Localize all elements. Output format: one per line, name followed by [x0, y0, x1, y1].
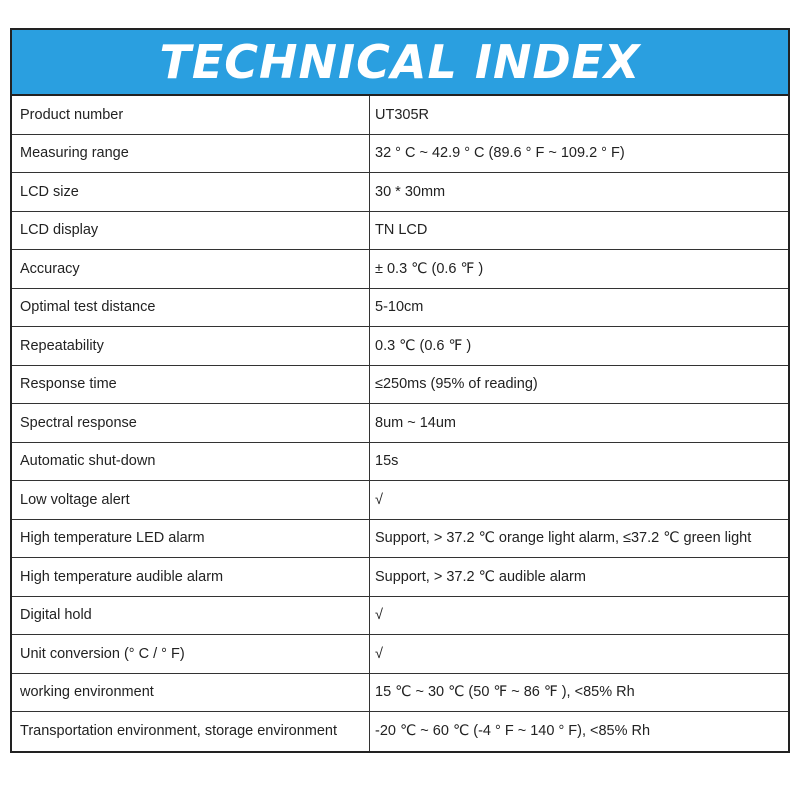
spec-value: 30 * 30mm [375, 183, 446, 200]
spec-label: Low voltage alert [12, 481, 370, 519]
technical-index-table [10, 28, 790, 753]
spec-value: 15 ℃ ~ 30 ℃ (50 ℉ ~ 86 ℉ ), <85% Rh [375, 684, 635, 701]
table-title: TECHNICAL INDEX [159, 35, 641, 89]
table-row [12, 520, 788, 559]
table-row [12, 404, 788, 443]
table-row [12, 558, 788, 597]
table-row [12, 250, 788, 289]
spec-value: Support, > 37.2 ℃ audible alarm [375, 568, 586, 585]
spec-value: 32 ° C ~ 42.9 ° C (89.6 ° F ~ 109.2 ° F) [375, 145, 625, 162]
spec-label: LCD size [12, 173, 370, 211]
spec-value: 15s [375, 453, 399, 470]
table-body [12, 96, 788, 751]
spec-value: 0.3 ℃ (0.6 ℉ ) [375, 337, 472, 354]
table-row [12, 712, 788, 751]
spec-label: Digital hold [12, 597, 370, 635]
table-row [12, 173, 788, 212]
table-row [12, 96, 788, 135]
spec-label: Optimal test distance [12, 289, 370, 327]
spec-value: -20 ℃ ~ 60 ℃ (-4 ° F ~ 140 ° F), <85% Rh [375, 723, 651, 740]
spec-label: working environment [12, 674, 370, 712]
spec-label: High temperature LED alarm [12, 520, 370, 558]
spec-label: LCD display [12, 212, 370, 250]
spec-label: High temperature audible alarm [12, 558, 370, 596]
spec-value: Support, > 37.2 ℃ orange light alarm, ≤37.2 ℃ green light [375, 530, 752, 547]
spec-value: √ [375, 491, 383, 508]
table-row [12, 635, 788, 674]
spec-value: ± 0.3 ℃ (0.6 ℉ ) [375, 260, 484, 277]
spec-value: 8um ~ 14um [375, 414, 457, 431]
spec-label: Transportation environment, storage environment [12, 712, 370, 751]
table-row [12, 135, 788, 174]
spec-label: Measuring range [12, 135, 370, 173]
spec-value: 5-10cm [375, 299, 424, 316]
table-row [12, 289, 788, 328]
table-row [12, 481, 788, 520]
spec-label: Automatic shut-down [12, 443, 370, 481]
spec-value: TN LCD [375, 222, 428, 239]
spec-value: ≤250ms (95% of reading) [375, 376, 538, 393]
table-row [12, 443, 788, 482]
spec-value: √ [375, 645, 383, 662]
spec-label: Product number [12, 96, 370, 134]
spec-label: Accuracy [12, 250, 370, 288]
table-row [12, 327, 788, 366]
table-row [12, 597, 788, 636]
spec-label: Unit conversion (° C / ° F) [12, 635, 370, 673]
table-row [12, 366, 788, 405]
spec-label: Response time [12, 366, 370, 404]
spec-value: √ [375, 607, 383, 624]
table-row [12, 212, 788, 251]
spec-value: UT305R [375, 106, 429, 123]
table-row [12, 674, 788, 713]
table-header [12, 30, 788, 96]
spec-label: Spectral response [12, 404, 370, 442]
spec-label: Repeatability [12, 327, 370, 365]
